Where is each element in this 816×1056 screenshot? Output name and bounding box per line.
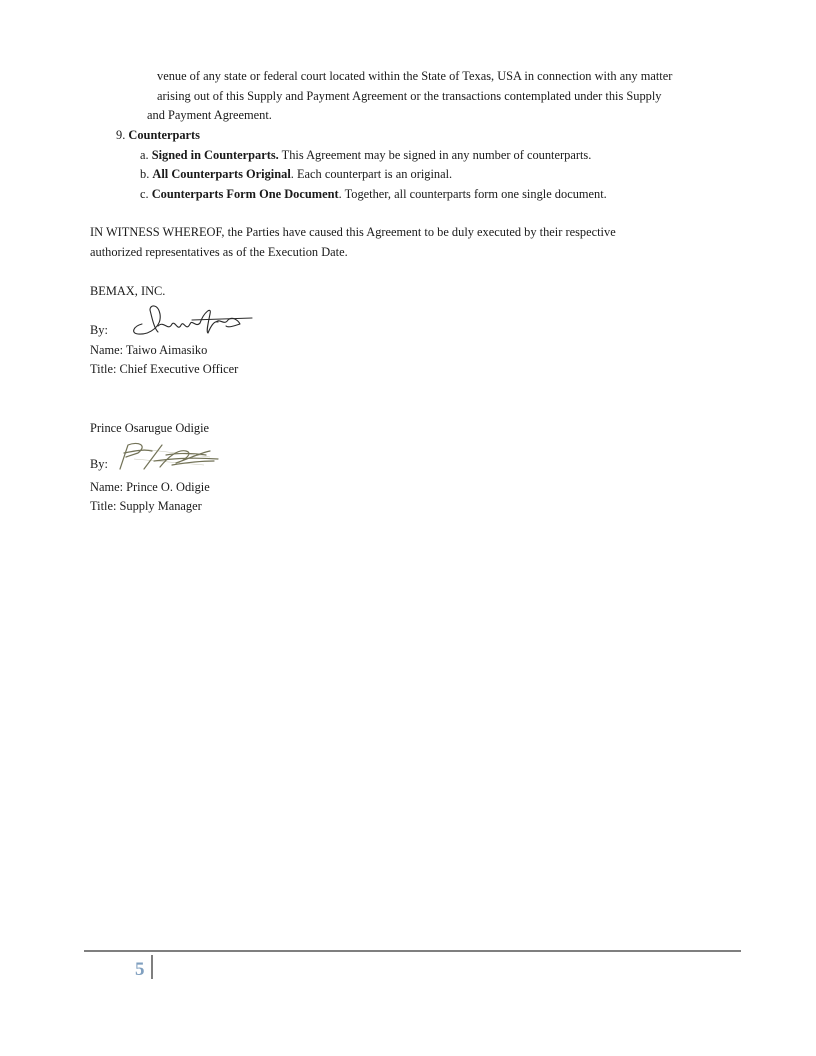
by-label: By: — [90, 323, 108, 337]
item-text: . Each counterpart is an original. — [290, 167, 453, 181]
item-text: This Agreement may be signed in any number of counterparts. — [278, 148, 592, 162]
venue-line-3: and Payment Agreement. — [147, 108, 272, 122]
signatory-title: Title: Supply Manager — [90, 499, 202, 513]
counterparts-item-b — [140, 167, 452, 182]
signatory-name: Name: Prince O. Odigie — [90, 480, 210, 494]
witness-line-1: IN WITNESS WHEREOF, the Parties have caused this Agreement to be duly executed by their respective — [90, 225, 616, 239]
by-label: By: — [90, 457, 108, 471]
footer-rule — [84, 950, 741, 952]
section-title: Counterparts — [128, 128, 200, 142]
venue-line-1: venue of any state or federal court located within the State of Texas, USA in connection with any matter — [157, 69, 673, 83]
item-title: Counterparts Form One Document — [151, 187, 339, 201]
counterparts-item-a — [140, 148, 591, 163]
signature-taiwo-aimasiko — [128, 302, 253, 338]
counterparts-item-c — [140, 187, 607, 202]
party-name-odigie: Prince Osarugue Odigie — [90, 421, 210, 435]
signature-prince-odigie — [114, 439, 229, 473]
item-title: Signed in Counterparts. — [151, 148, 279, 162]
item-letter: b. — [140, 167, 150, 181]
party-name-bemax: BEMAX, INC. — [90, 284, 166, 298]
signatory-title: Title: Chief Executive Officer — [90, 362, 239, 376]
page-number-divider — [151, 955, 153, 979]
page-number: 5 — [135, 959, 145, 980]
signatory-name: Name: Taiwo Aimasiko — [90, 343, 208, 357]
item-letter: c. — [140, 187, 149, 201]
item-letter: a. — [140, 148, 149, 162]
section-number: 9. — [116, 128, 126, 142]
section-9-heading — [116, 128, 200, 143]
venue-line-2: arising out of this Supply and Payment Agreement or the transactions contemplated under this Supply — [157, 89, 662, 103]
item-text: . Together, all counterparts form one single document. — [338, 187, 607, 201]
item-title: All Counterparts Original — [152, 167, 291, 181]
witness-line-2: authorized representatives as of the Execution Date. — [90, 245, 348, 259]
